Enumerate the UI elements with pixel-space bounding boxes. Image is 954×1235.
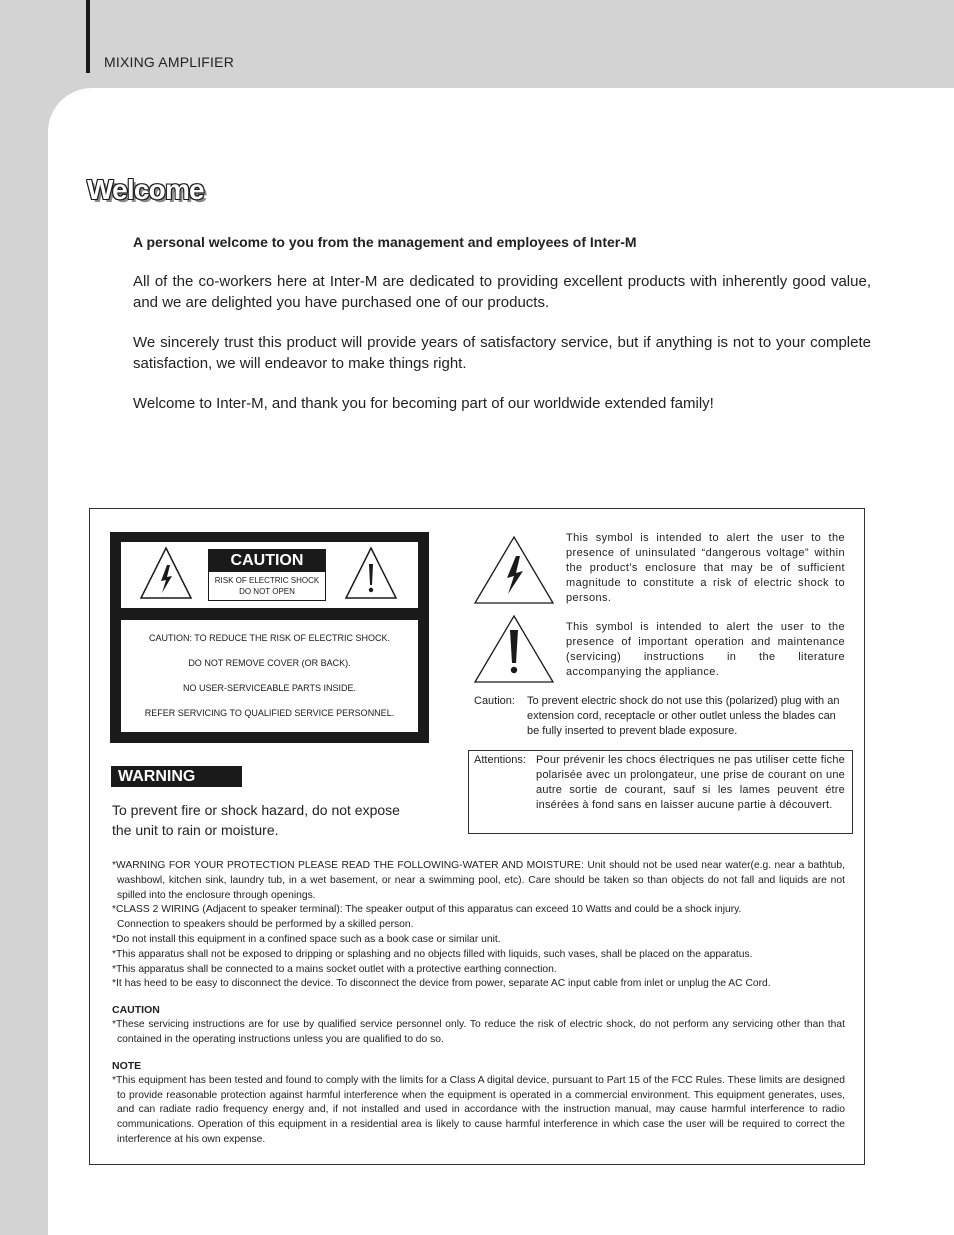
welcome-paragraph: Welcome to Inter-M, and thank you for becoming part of our worldwide extended family!: [133, 395, 714, 412]
lightning-warning-icon: [138, 545, 194, 601]
attention-text: Pour prévenir les chocs électriques ne pas utiliser cette fiche polarisée avec un prolongateur, une prise de courant on une autre sortie de courant, sauf si les lames peuvent étre insérées à fond sans en laisser aucune partie à découvert.: [536, 754, 845, 811]
header-label: MIXING AMPLIFIER: [104, 54, 234, 70]
warning-label: WARNING: [111, 766, 242, 787]
caution-label-line: RISK OF ELECTRIC SHOCK: [214, 576, 320, 585]
warning-text: To prevent fire or shock hazard, do not expose the unit to rain or moisture.: [112, 802, 400, 838]
attention-label: Attentions:: [474, 754, 526, 766]
caution-instruction-line: DO NOT REMOVE COVER (OR BACK).: [188, 658, 351, 668]
fine-print-item: *Do not install this equipment in a confined space such as a book case or similar unit.: [112, 933, 501, 945]
caution-label-title: CAUTION: [209, 550, 325, 572]
note-text: *This equipment has been tested and found to comply with the limits for a Class A digital device, pursuant to Part 15 of the FCC Rules. These limits are designed to provide reasonable protection against harmful interference when the equipment is operated in a commercial environment. This equipment generates, uses, and can radiate radio frequency energy and, if not installed and used in accordance with the instruction manual, may cause harmful interference to radio communications. Operation of this equipment in a residential area is likely to cause harmful interference in which case the user will be required to correct the interference at his own expense.: [112, 1074, 845, 1145]
voltage-symbol-description: This symbol is intended to alert the user to the presence of uninsulated “dangerous voltage” within the product’s enclosure that may be of sufficient magnitude to constitute a risk of electric shock to persons.: [566, 532, 845, 604]
caution-text: *These servicing instructions are for use by qualified service personnel only. To reduce the risk of electric shock, do not perform any servicing other than that contained in the operating instructions unless you are qualified to do so.: [112, 1019, 845, 1045]
caution-instruction-line: REFER SERVICING TO QUALIFIED SERVICE PERSONNEL.: [144, 708, 395, 718]
exclamation-symbol-icon: [472, 613, 556, 685]
header-accent-bar: [86, 0, 90, 73]
welcome-paragraph: All of the co-workers here at Inter-M are dedicated to providing excellent products with inherently good value, and we are delighted you have purchased one of our products.: [133, 273, 871, 311]
caution-label: [208, 549, 326, 601]
caution-instruction-line: NO USER-SERVICEABLE PARTS INSIDE.: [182, 683, 357, 693]
fine-print-item: *This apparatus shall be connected to a mains socket outlet with a protective earthing connection.: [112, 963, 557, 975]
fine-print-item: *This apparatus shall not be exposed to dripping or splashing and no objects filled with liquids, such vases, shall be placed on the apparatus.: [112, 948, 753, 960]
welcome-lead: A personal welcome to you from the management and employees of Inter-M: [133, 234, 637, 250]
welcome-intro: [133, 232, 871, 433]
exclamation-warning-icon: [343, 545, 399, 601]
fine-print-item: *WARNING FOR YOUR PROTECTION PLEASE READ THE FOLLOWING-WATER AND MOISTURE: Unit should not be used near water(e.g. near a bathtub, washbowl, kitchen sink, laundry tub, in a wet basement, or near a swimming pool, etc). Care should be taken so than objects do not fall and liquids are not spilled into the enclosure through openings.: [112, 860, 845, 901]
plug-caution-label: Caution:: [474, 695, 515, 707]
plug-caution-text: To prevent electric shock do not use this (polarized) plug with an extension cord, receptacle or other outlet unless the blades can be fully inserted to prevent blade exposure.: [527, 695, 840, 737]
plug-caution: [474, 694, 845, 739]
caution-heading: CAUTION: [112, 1004, 160, 1017]
lightning-symbol-icon: [472, 534, 556, 606]
caution-label-line: DO NOT OPEN: [239, 587, 295, 596]
fine-print-item: *It has heed to be easy to disconnect the device. To disconnect the device from power, separate AC input cable from inlet or unplug the AC Cord.: [112, 978, 771, 990]
fine-print-item: Connection to speakers should be performed by a skilled person.: [117, 919, 414, 931]
caution-instructions: [121, 630, 418, 730]
note-heading: NOTE: [112, 1059, 142, 1072]
fine-print: [112, 859, 845, 1148]
welcome-paragraph: We sincerely trust this product will provide years of satisfactory service, but if anything is not to your complete satisfaction, we will endeavor to make things right.: [133, 334, 871, 372]
fine-print-item: *CLASS 2 WIRING (Adjacent to speaker terminal): The speaker output of this apparatus can exceed 10 Watts and could be a shock injury.: [112, 904, 742, 916]
page-title: Welcome: [87, 174, 204, 205]
caution-instruction-line: CAUTION: TO REDUCE THE RISK OF ELECTRIC SHOCK.: [148, 633, 391, 643]
exclamation-symbol-description: This symbol is intended to alert the user to the presence of important operation and maintenance (servicing) instructions in the literature accompanying the appliance.: [566, 621, 845, 678]
